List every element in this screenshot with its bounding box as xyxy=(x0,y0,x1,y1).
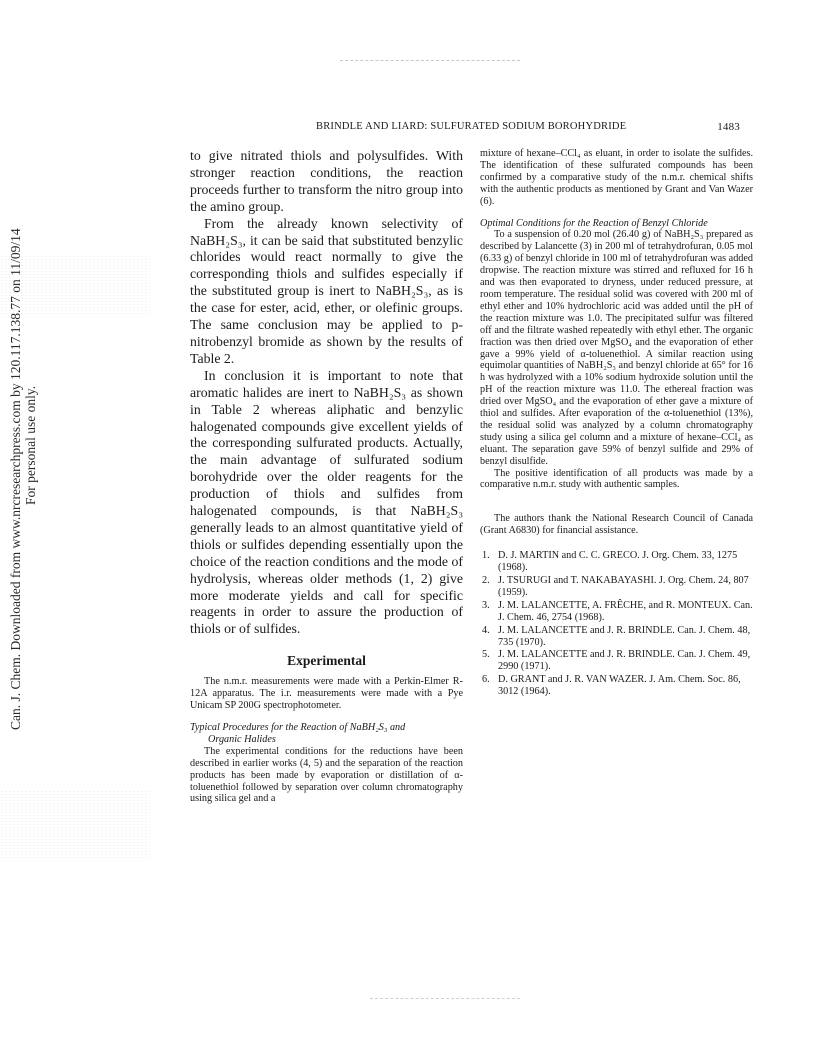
reference-number: 6. xyxy=(482,674,490,686)
reference-item xyxy=(480,649,753,673)
paragraph-identification: mixture of hexane–CCl₄ as eluant, in order to isolate the sulfides. The identification of these sulfurated compounds has been confirmed by a comparative study of the n.m.r. chemical shifts with the authentic products as mentioned by Grant and Van Wazer (6). xyxy=(480,148,753,207)
subsection-title-line-1: Typical Procedures for the Reaction of NaBH₂S₃ and xyxy=(190,722,406,733)
reference-item xyxy=(480,550,753,574)
reference-text: J. M. LALANCETTE, A. FRÊCHE, and R. MONTEUX. Can. J. Chem. 46, 2754 (1968). xyxy=(498,599,753,623)
reference-text: J. TSURUGI and T. NAKABAYASHI. J. Org. Chem. 24, 807 (1959). xyxy=(498,575,749,598)
download-watermark xyxy=(6,228,46,730)
reference-text: J. M. LALANCETTE and J. R. BRINDLE. Can. J. Chem. 48, 735 (1970). xyxy=(498,624,751,648)
watermark-line-2: For personal use only. xyxy=(23,385,38,505)
paragraph-positive-identification: The positive identification of all products was made by a comparative n.m.r. study with authentic samples. xyxy=(480,467,753,491)
watermark-line-1: Can. J. Chem. Downloaded from www.nrcresearchpress.com by 120.117.138.77 on 11/09/14 xyxy=(8,228,23,730)
reference-text: J. M. LALANCETTE and J. R. BRINDLE. Can. J. Chem. 49, 2990 (1971). xyxy=(498,649,751,673)
reference-list xyxy=(480,550,753,698)
reference-number: 2. xyxy=(482,575,490,586)
reference-item xyxy=(480,674,753,698)
paragraph-benzyl-chloride-procedure: To a suspension of 0.20 mol (26.40 g) of NaBH₂S₃ prepared as described by Lalancette (3) in 200 ml of tetrahydrofuran, 0.05 mol (6.33 g) of benzyl chloride in 100 ml of tetrahydrofuran was added dropwise. The reaction mixture was stirred and refluxed for 16 h and was then evaporated to dryness, under reduced pressure, at room temperature. The residual solid was covered with 200 ml of ethyl ether and 10% hydrochloric acid was added until the pH of the reaction mixture was 1.0. The precipitated sulfur was filtered off and the filtrate washed repeatedly with ethyl ether. The organic fraction was then dried over MgSO₄ and the evaporation of ether gave a 99% yield of α-toluenethiol. A similar reaction using equimolar quantities of NaBH₂S₃ and benzyl chloride at 65° for 16 h was hydrolyzed with a 10% sodium hydroxide solution until the pH of the reaction mixture was 11.0. The ethereal fraction was dried over MgSO₄ and the evaporation of ether gave a mixture of thiol and sulfides. After evaporation of the α-toluenethiol (13%), the residual solid was analyzed by a column chromatography study using a silica gel column and a mixture of hexane–CCl₄ as eluant. The separation gave 59% of benzyl sulfide and 29% of benzyl disulfide. xyxy=(480,229,753,467)
reference-number: 5. xyxy=(482,649,490,661)
scan-artifact-bottom xyxy=(370,998,520,1002)
subsection-title-line-2: Organic Halides xyxy=(208,733,276,745)
acknowledgement: The authors thank the National Research Council of Canada (Grant A6830) for financial assistance. xyxy=(480,513,753,537)
reference-item xyxy=(480,575,753,599)
paragraph-conclusion: In conclusion it is important to note that aromatic halides are inert to NaBH₂S₃ as shown in Table 2 whereas aliphatic and benzylic halogenated compounds give excellent yields of the corresponding sulfurated products. Actually, the main advantage of sulfurated sodium borohydride over the older reagents for the production of thiols and sulfides from halogenated compounds, is that NaBH₂S₃ generally leads to an almost quantitative yield of thiols or sulfides depending essentially upon the choice of the reaction conditions and the mode of hydrolysis, whereas older methods (1, 2) give more moderate yields and call for specific reagents in order to assure the production of thiols or of sulfides. xyxy=(190,367,463,637)
paragraph-experimental-conditions: The experimental conditions for the reductions have been described in earlier works (4, 5) and the separation of the reaction products has been made by evaporation or distillation of α-toluenethiol followed by separation over column chromatography using silica gel and a xyxy=(190,745,463,805)
running-header xyxy=(316,121,740,135)
right-column xyxy=(480,148,753,699)
scan-artifact-top xyxy=(340,60,520,64)
reference-text: D. GRANT and J. R. VAN WAZER. J. Am. Chem. Soc. 86, 3012 (1964). xyxy=(498,674,741,698)
reference-number: 1. xyxy=(482,550,490,562)
section-title-experimental: Experimental xyxy=(287,653,366,669)
running-title: BRINDLE AND LIARD: SULFURATED SODIUM BOROHYDRIDE xyxy=(316,121,627,132)
reference-number: 4. xyxy=(482,624,490,636)
reference-item xyxy=(480,625,753,649)
reference-item xyxy=(480,600,753,624)
page-number: 1483 xyxy=(717,121,740,133)
paragraph-selectivity: From the already known selectivity of NaBH₂S₃, it can be said that substituted benzylic chlorides would react normally to give the corresponding thiols and sulfides especially if the substituted group is inert to NaBH₂S₃, as is the case for ester, acid, ether, or olefinic groups. The same conclusion may be applied to p-nitrobenzyl bromide as shown by the results of Table 2. xyxy=(190,215,463,366)
left-column xyxy=(190,148,463,805)
paragraph-nitrated-thiols: to give nitrated thiols and polysulfides. With stronger reaction conditions, the reaction proceeds further to transform the nitro group into the amino group. xyxy=(190,148,463,214)
subsection-title-typical-procedures xyxy=(190,722,463,746)
scan-speckle xyxy=(0,790,150,860)
reference-text: D. J. MARTIN and C. C. GRECO. J. Org. Chem. 33, 1275 (1968). xyxy=(498,550,738,574)
subsection-title-optimal-conditions: Optimal Conditions for the Reaction of Benzyl Chloride xyxy=(480,217,708,229)
paragraph-instruments: The n.m.r. measurements were made with a Perkin-Elmer R-12A apparatus. The i.r. measurements were made with a Pye Unicam SP 200G spectrophotometer. xyxy=(190,676,463,712)
reference-number: 3. xyxy=(482,599,490,611)
